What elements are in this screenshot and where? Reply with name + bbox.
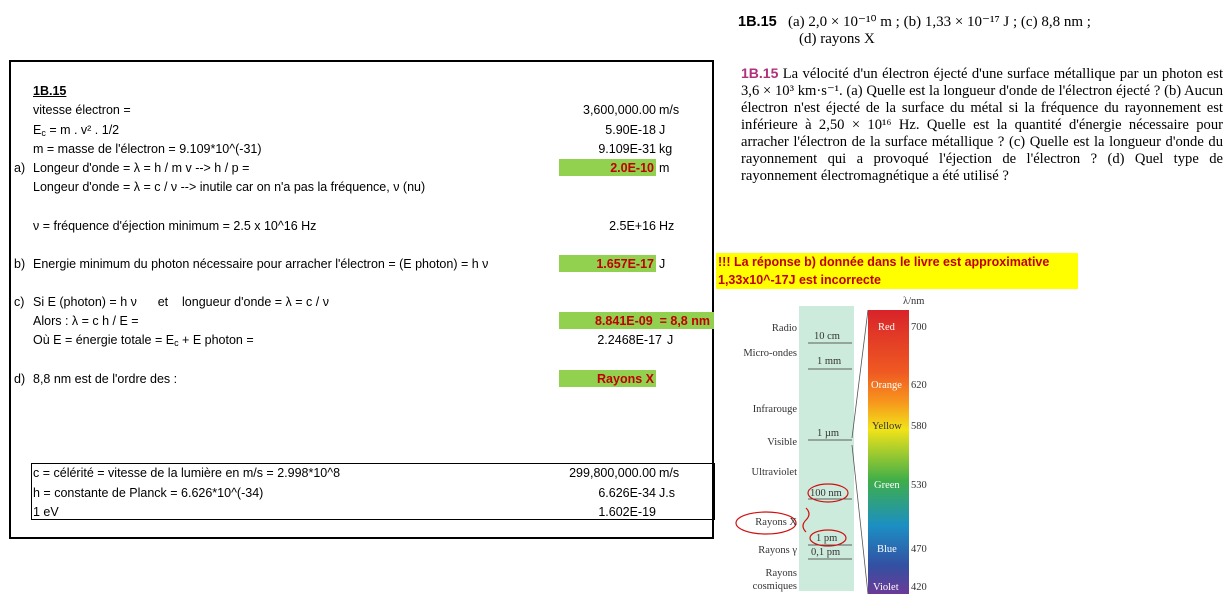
answer-b-unit: J: [659, 257, 666, 271]
part-b-letter: b): [14, 257, 26, 271]
colour-violet: Violet: [873, 582, 899, 593]
planck-unit: J.s: [659, 486, 675, 500]
sheet-title: 1B.15: [33, 84, 67, 98]
question-number: 1B.15: [741, 65, 779, 81]
answer-a-value[interactable]: 2.0E-10: [610, 161, 654, 175]
part-d-label: 8,8 nm est de l'ordre des :: [33, 372, 178, 386]
velocity-value[interactable]: 3,600,000.00: [583, 103, 656, 117]
total-energy-unit: J: [667, 333, 674, 347]
part-c-letter: c): [14, 295, 25, 309]
speed-of-light-label: c = célérité = vitesse de la lumière en m/s = 2.998*10^8: [33, 466, 341, 480]
wavelength-700: 700: [911, 322, 927, 333]
speed-of-light-value[interactable]: 299,800,000.00: [569, 466, 656, 480]
book-question: [741, 65, 1223, 185]
region-microwave: Micro-ondes: [743, 348, 797, 359]
calculation-sheet: [9, 60, 714, 539]
warning-line-2: 1,33x10^-17J est incorrecte: [718, 273, 881, 287]
warning-note: [716, 253, 1078, 289]
part-c-formula: Alors : λ = c h / E =: [33, 314, 139, 328]
planck-label: h = constante de Planck = 6.626*10^(-34): [33, 486, 264, 500]
kinetic-energy-value[interactable]: 5.90E-18: [605, 123, 656, 137]
part-a-letter: a): [14, 161, 26, 175]
answer-line-1: (a) 2,0 × 10⁻¹⁰ m ; (b) 1,33 × 10⁻¹⁷ J ; (c) 8,8 nm ;: [787, 14, 1091, 30]
region-x-rays: Rayons X: [755, 517, 797, 528]
velocity-unit: m/s: [659, 103, 680, 117]
region-infrared: Infrarouge: [752, 404, 797, 415]
electronvolt-value[interactable]: 1.602E-19: [598, 505, 656, 519]
colour-red: Red: [878, 322, 895, 333]
scale-0-1pm: 0,1 pm: [811, 547, 841, 558]
electronvolt-label: 1 eV: [33, 505, 59, 519]
question-text: La vélocité d'un électron éjecté d'une surface métallique par un photon est 3,6 × 10³ km·s⁻¹. (a) Quelle est la longueur d'onde de l'électron éjecté ? (b) Aucun électron n'est éjecté de la surface du métal si la fréquence du rayonnement est inférieure à 2,50 × 10¹⁶ Hz. Quelle est la quantité d'énergie nécessaire pour arracher l'électron de la surface métallique ? (c) Quelle est la longueur d'onde du rayonnement qui a provoqué l'éjection de l'électron ? (d) Quel type de rayonnement électromagnétique a été utilisé ?: [741, 66, 1223, 184]
kinetic-energy-label: $E_c = m$ . v² . 1/2: [33, 123, 120, 138]
scale-1um: 1 µm: [817, 428, 840, 439]
wavelength-470: 470: [911, 544, 927, 555]
colour-green: Green: [874, 480, 900, 491]
answer-d-value[interactable]: Rayons X: [597, 372, 654, 386]
frequency-value[interactable]: 2.5E+16: [609, 219, 656, 233]
photon-energy-label: Energie minimum du photon nécessaire pour arracher l'électron = (E photon) = h ν: [33, 257, 489, 271]
colour-yellow: Yellow: [872, 421, 902, 432]
warning-line-1: !!! La réponse b) donnée dans le livre est approximative: [718, 255, 1050, 269]
wavelength-note: Longeur d'onde = λ = c / ν --> inutile car on n'a pas la fréquence, ν (nu): [33, 180, 426, 194]
scale-1mm: 1 mm: [817, 356, 842, 367]
kinetic-energy-unit: J: [659, 123, 666, 137]
wavelength-420: 420: [911, 582, 927, 593]
speed-of-light-unit: m/s: [659, 466, 680, 480]
region-cosmic-2: cosmiques: [752, 581, 797, 592]
answer-number: 1B.15: [738, 14, 777, 30]
part-d-letter: d): [14, 372, 26, 386]
wavelength-530: 530: [911, 480, 927, 491]
wavelength-label: Longeur d'onde = λ = h / m v --> h / p =: [33, 161, 250, 175]
book-answer: [738, 14, 1218, 48]
region-cosmic-1: Rayons: [765, 568, 797, 579]
answer-line-2: (d) rayons X: [799, 31, 875, 47]
region-radio: Radio: [771, 323, 797, 334]
electron-mass-value[interactable]: 9.109E-31: [598, 142, 656, 156]
electron-mass-unit: kg: [659, 142, 673, 156]
region-ultraviolet: Ultraviolet: [751, 467, 797, 478]
answer-c-value[interactable]: 8.841E-09 = 8,8 nm: [594, 314, 710, 328]
answer-b-value[interactable]: 1.657E-17: [596, 257, 654, 271]
scale-1pm: 1 pm: [816, 533, 838, 544]
electron-mass-label: m = masse de l'électron = 9.109*10^(-31): [33, 142, 262, 156]
lambda-unit-label: λ/nm: [903, 296, 925, 307]
colour-orange: Orange: [871, 380, 902, 391]
part-c-premise: Si E (photon) = h ν et longueur d'onde = λ = c / ν: [33, 295, 329, 309]
velocity-label: vitesse électron =: [33, 103, 131, 117]
total-energy-label: Où E = énergie totale = $E_c + E$ photon =: [33, 333, 254, 348]
em-spectrum-figure: [728, 292, 968, 597]
region-gamma: Rayons γ: [758, 545, 797, 556]
frequency-unit: Hz: [659, 219, 675, 233]
region-visible: Visible: [767, 437, 797, 448]
scale-10cm: 10 cm: [814, 331, 840, 342]
wavelength-620: 620: [911, 380, 927, 391]
colour-blue: Blue: [877, 544, 897, 555]
answer-a-unit: m: [659, 161, 670, 175]
planck-value[interactable]: 6.626E-34: [598, 486, 656, 500]
scale-100nm: 100 nm: [810, 488, 842, 499]
frequency-label: ν = fréquence d'éjection minimum = 2.5 x 10^16 Hz: [33, 219, 317, 233]
wavelength-580: 580: [911, 421, 927, 432]
total-energy-value[interactable]: 2.2468E-17: [597, 333, 662, 347]
